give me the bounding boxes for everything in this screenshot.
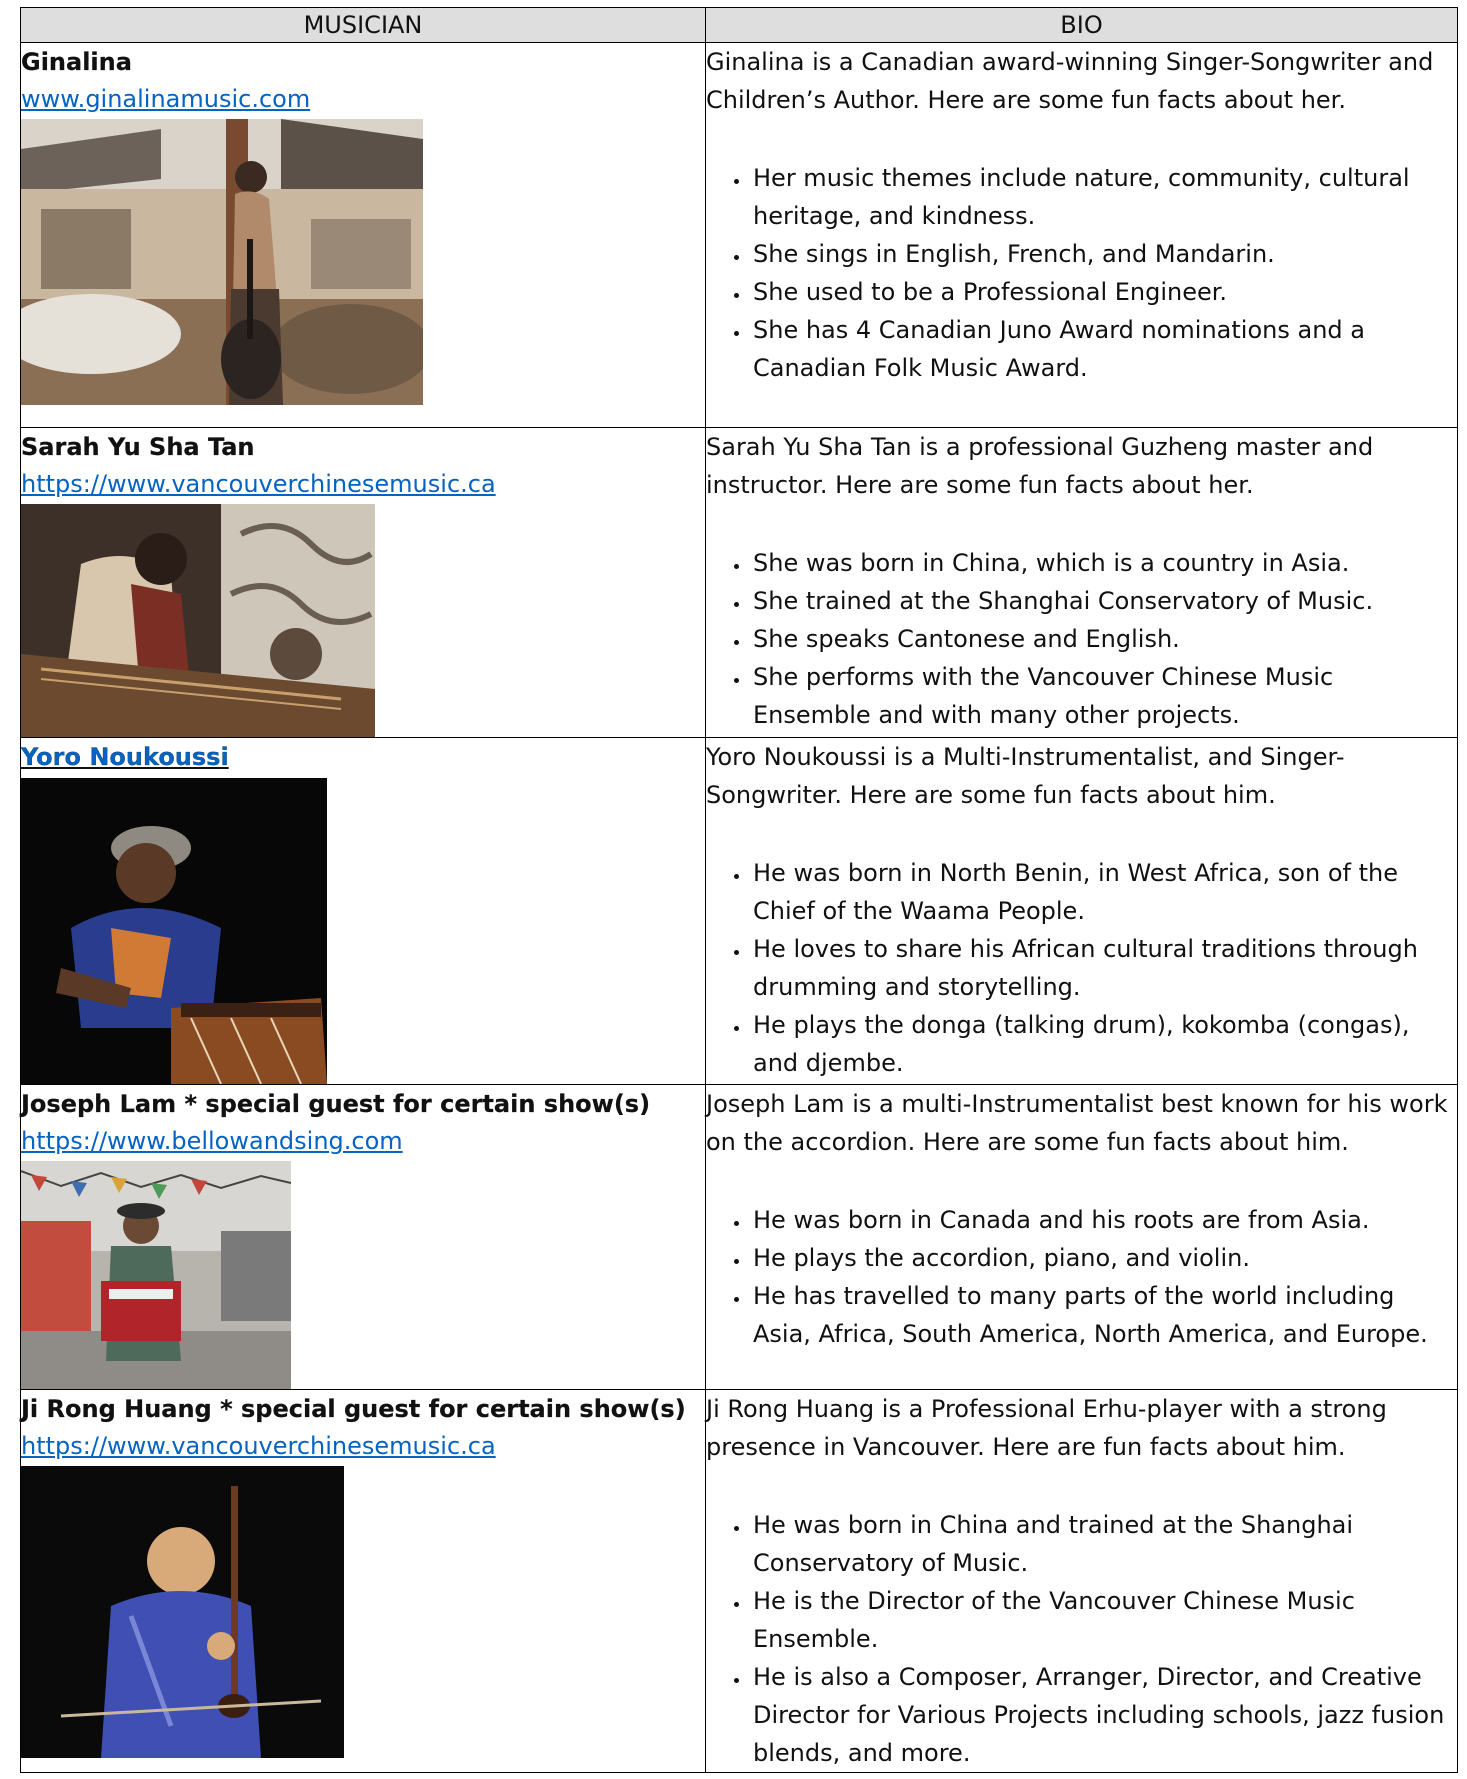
musician-name-row: [21, 738, 705, 776]
bio-cell: [706, 43, 1458, 428]
fun-facts-list: [706, 544, 1457, 734]
bio-cell: [706, 1390, 1458, 1773]
bio-intro: Ji Rong Huang is a Professional Erhu-player with a strong presence in Vancouver. Here are fun facts about him.: [706, 1395, 1387, 1461]
musician-website-link[interactable]: https://www.vancouverchinesemusic.ca: [21, 470, 496, 498]
musician-photo: [21, 119, 423, 405]
header-bio: BIO: [706, 8, 1458, 43]
list-item: • She speaks Cantonese and English.: [751, 620, 1457, 658]
musician-cell: [21, 1390, 706, 1773]
musician-photo: [21, 1466, 344, 1758]
bio-intro: Joseph Lam is a multi-Instrumentalist best known for his work on the accordion. Here are some fun facts about him.: [706, 1090, 1448, 1156]
list-item: • Her music themes include nature, community, cultural heritage, and kindness.: [751, 159, 1457, 235]
header-row: [21, 8, 1458, 43]
musician-cell: [21, 1085, 706, 1390]
musician-name: Ji Rong Huang * special guest for certain show(s): [21, 1395, 686, 1423]
fun-facts-list: [706, 159, 1457, 387]
musician-name: Ginalina: [21, 48, 132, 76]
bio-cell: [706, 738, 1458, 1085]
header-musician: MUSICIAN: [21, 8, 706, 43]
list-item: • She performs with the Vancouver Chinese Music Ensemble and with many other projects.: [751, 658, 1457, 734]
list-item: • He was born in Canada and his roots are from Asia.: [751, 1201, 1457, 1239]
table-row: [21, 428, 1458, 738]
musician-website-link[interactable]: www.ginalinamusic.com: [21, 85, 311, 113]
musician-name: Joseph Lam * special guest for certain show(s): [21, 1090, 651, 1118]
bio-intro: Yoro Noukoussi is a Multi-Instrumentalist, and Singer-Songwriter. Here are some fun facts about him.: [706, 743, 1345, 809]
fun-facts-list: [706, 1506, 1457, 1772]
list-item: • She sings in English, French, and Mandarin.: [751, 235, 1457, 273]
bio-intro: Ginalina is a Canadian award-winning Singer-Songwriter and Children’s Author. Here are some fun facts about her.: [706, 48, 1434, 114]
table-row: [21, 738, 1458, 1085]
list-item: • He plays the donga (talking drum), kokomba (congas), and djembe.: [751, 1006, 1457, 1082]
musician-photo: [21, 778, 327, 1084]
table-row: [21, 1085, 1458, 1390]
list-item: • She used to be a Professional Engineer.: [751, 273, 1457, 311]
list-item: • He is also a Composer, Arranger, Director, and Creative Director for Various Projects including schools, jazz fusion blends, and more.: [751, 1658, 1457, 1772]
list-item: • He was born in China and trained at the Shanghai Conservatory of Music.: [751, 1506, 1457, 1582]
bio-intro: Sarah Yu Sha Tan is a professional Guzheng master and instructor. Here are some fun facts about her.: [706, 433, 1374, 499]
bio-cell: [706, 1085, 1458, 1390]
musician-website-link[interactable]: https://www.bellowandsing.com: [21, 1127, 403, 1155]
list-item: • He was born in North Benin, in West Africa, son of the Chief of the Waama People.: [751, 854, 1457, 930]
musician-name: Sarah Yu Sha Tan: [21, 433, 255, 461]
list-item: • He loves to share his African cultural traditions through drumming and storytelling.: [751, 930, 1457, 1006]
musician-name-link[interactable]: Yoro Noukoussi: [21, 743, 229, 771]
list-item: • She has 4 Canadian Juno Award nominations and a Canadian Folk Music Award.: [751, 311, 1457, 387]
musician-table: [20, 7, 1458, 1773]
musician-website-link[interactable]: https://www.vancouverchinesemusic.ca: [21, 1432, 496, 1460]
bio-cell: [706, 428, 1458, 738]
musician-photo: [21, 1161, 291, 1389]
fun-facts-list: [706, 1201, 1457, 1353]
table-row: [21, 1390, 1458, 1773]
musician-cell: [21, 738, 706, 1085]
table-row: [21, 43, 1458, 428]
musician-photo: [21, 504, 375, 737]
list-item: • He plays the accordion, piano, and violin.: [751, 1239, 1457, 1277]
list-item: • She was born in China, which is a country in Asia.: [751, 544, 1457, 582]
musician-cell: [21, 428, 706, 738]
list-item: • He is the Director of the Vancouver Chinese Music Ensemble.: [751, 1582, 1457, 1658]
list-item: • She trained at the Shanghai Conservatory of Music.: [751, 582, 1457, 620]
fun-facts-list: [706, 854, 1457, 1082]
musician-cell: [21, 43, 706, 428]
list-item: • He has travelled to many parts of the world including Asia, Africa, South America, North America, and Europe.: [751, 1277, 1457, 1353]
